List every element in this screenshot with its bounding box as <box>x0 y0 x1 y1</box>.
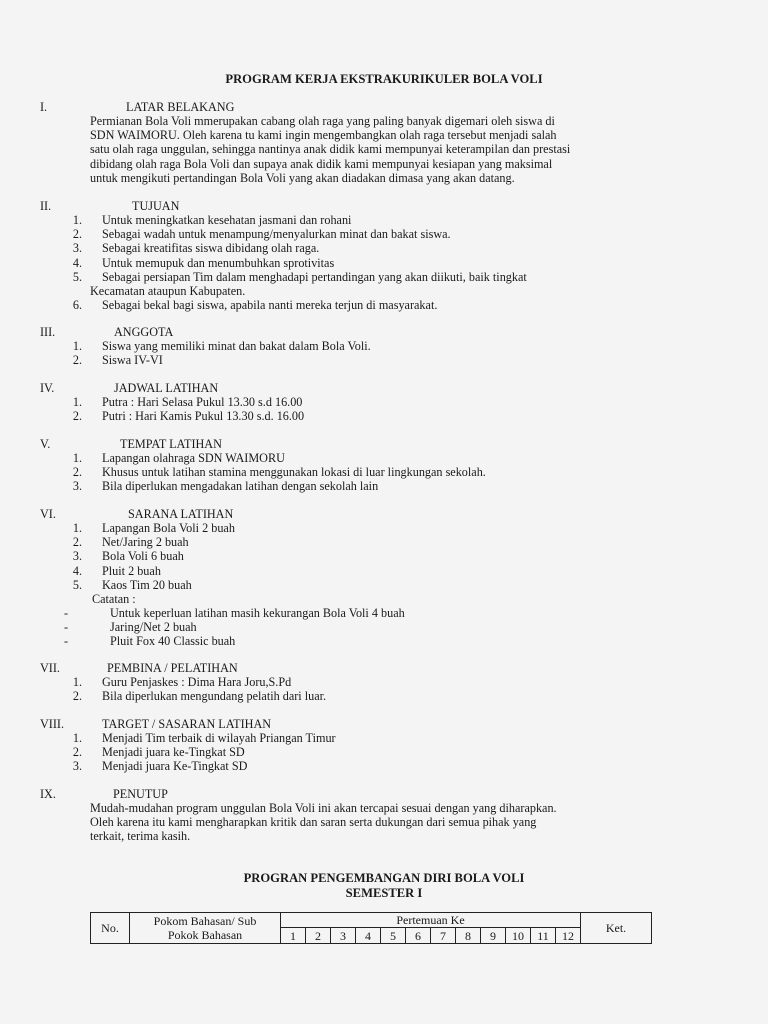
item-number: 3. <box>72 479 82 494</box>
program2-title: PROGRAN PENGEMBANGAN DIRI BOLA VOLI <box>243 871 525 885</box>
section-number: VI. <box>40 507 56 521</box>
tempat-latihan-list <box>40 451 690 494</box>
meeting-number: 2 <box>306 928 331 944</box>
item-text: Bila diperlukan mengundang pelatih dari luar. <box>102 689 327 704</box>
item-text: Pluit 2 buah <box>102 563 161 578</box>
item-number: 2. <box>72 465 82 480</box>
header-topic-line2: Pokok Bahasan <box>167 928 243 942</box>
item-text: Siswa IV-VI <box>102 353 163 368</box>
item-text: Sebagai wadah untuk menampung/menyalurkan minat dan bakat siswa. <box>102 227 451 242</box>
item-text: Bola Voli 6 buah <box>102 549 184 564</box>
item-number: 6. <box>72 298 82 313</box>
section-number: VIII. <box>40 717 65 731</box>
item-text: Putra : Hari Selasa Pukul 13.30 s.d 16.00 <box>102 395 303 409</box>
item-text: Untuk memupuk dan menumbuhkan sprotivitas <box>102 255 335 270</box>
item-text: Sebagai kreatifitas siswa dibidang olah raga. <box>102 241 320 256</box>
dash-marker: - <box>64 634 69 649</box>
item-text: Kaos Tim 20 buah <box>102 577 192 592</box>
list-item <box>40 564 690 578</box>
item-text: Kecamatan ataupun Kabupaten. <box>90 283 246 298</box>
jadwal-latihan-list <box>40 395 690 423</box>
item-text: Sebagai persiapan Tim dalam menghadapi pertandingan yang akan diikuti, baik tingkat <box>102 269 527 284</box>
meeting-number: 12 <box>556 928 581 944</box>
latar-belakang-paragraph <box>90 114 690 185</box>
list-item <box>40 339 690 353</box>
item-number: 1. <box>72 675 82 689</box>
meeting-number: 3 <box>331 928 356 944</box>
list-item <box>40 675 690 689</box>
paragraph-line: untuk mengikuti pertandingan Bola Voli yang akan diadakan dimasa yang akan datang. <box>90 170 515 185</box>
item-number: 3. <box>72 549 82 564</box>
item-text: Putri : Hari Kamis Pukul 13.30 s.d. 16.00 <box>102 409 305 424</box>
item-number: 1. <box>72 451 82 465</box>
meeting-number: 9 <box>481 928 506 944</box>
section-number: III. <box>40 325 56 339</box>
tujuan-list <box>40 213 690 312</box>
program2-subtitle: SEMESTER I <box>345 886 423 900</box>
item-number: 2. <box>72 409 82 424</box>
paragraph-line: terkait, terima kasih. <box>90 829 191 844</box>
meeting-number: 4 <box>356 928 381 944</box>
list-item <box>40 549 690 563</box>
item-number: 1. <box>72 395 82 409</box>
meeting-number: 10 <box>506 928 531 944</box>
meeting-number: 6 <box>406 928 431 944</box>
section-number: IX. <box>40 787 56 801</box>
header-topic-line1: Pokom Bahasan/ Sub <box>153 914 257 928</box>
section-number: V. <box>40 437 51 451</box>
note-item <box>40 620 690 634</box>
list-item <box>40 213 690 227</box>
section-number: IV. <box>40 381 55 395</box>
meeting-number: 11 <box>531 928 556 944</box>
list-item <box>40 731 690 745</box>
list-item <box>40 759 690 773</box>
header-no: No. <box>91 913 130 944</box>
section-number: VII. <box>40 661 60 675</box>
list-item <box>40 270 690 284</box>
sarana-latihan-list <box>40 521 690 592</box>
item-text: Menjadi Tim terbaik di wilayah Priangan Timur <box>102 731 336 745</box>
document-title: PROGRAM KERJA EKSTRAKURIKULER BOLA VOLI <box>225 72 543 86</box>
section-title: PEMBINA / PELATIHAN <box>107 661 238 675</box>
list-item <box>40 521 690 535</box>
header-meeting: Pertemuan Ke <box>281 913 581 928</box>
item-text: Pluit Fox 40 Classic buah <box>110 634 236 649</box>
paragraph-line: SDN WAIMORU. Oleh karena tu kami ingin mengembangkan olah raga tersebut menjadi salah <box>90 128 557 143</box>
schedule-table <box>90 912 652 944</box>
item-text: Bila diperlukan mengadakan latihan dengan sekolah lain <box>102 479 379 494</box>
list-item <box>40 479 690 493</box>
section-number: I. <box>40 100 48 114</box>
list-item <box>40 535 690 549</box>
list-item <box>40 395 690 409</box>
list-item <box>40 745 690 759</box>
item-text: Jaring/Net 2 buah <box>110 620 197 635</box>
paragraph-line: satu olah raga unggulan, sehingga nantinya anak didik kami mempunyai keterampilan dan prestasi <box>90 142 571 157</box>
item-text: Untuk keperluan latihan masih kekurangan Bola Voli 4 buah <box>110 606 405 620</box>
list-item <box>40 578 690 592</box>
paragraph-line: Permianan Bola Voli mmerupakan cabang olah raga yang paling banyak digemari oleh siswa di <box>90 114 555 128</box>
dash-marker: - <box>64 620 69 635</box>
catatan-label: Catatan : <box>92 592 136 606</box>
note-item <box>40 634 690 648</box>
meeting-number: 7 <box>431 928 456 944</box>
item-number: 1. <box>72 521 82 535</box>
item-text: Menjadi juara Ke-Tingkat SD <box>102 759 248 774</box>
dash-marker: - <box>64 606 69 620</box>
item-number: 3. <box>72 241 82 256</box>
item-text: Lapangan Bola Voli 2 buah <box>102 521 235 535</box>
section-title: TUJUAN <box>132 199 180 213</box>
list-item <box>40 241 690 255</box>
item-text: Untuk meningkatkan kesehatan jasmani dan rohani <box>102 213 352 227</box>
section-number: II. <box>40 199 52 213</box>
list-item <box>40 451 690 465</box>
list-item <box>40 353 690 367</box>
item-number: 1. <box>72 213 82 227</box>
penutup-paragraph <box>90 801 690 844</box>
list-item <box>40 256 690 270</box>
catatan-label-row <box>40 592 690 606</box>
section-title: JADWAL LATIHAN <box>114 381 219 395</box>
item-number: 3. <box>72 759 82 774</box>
section-title: ANGGOTA <box>114 325 174 339</box>
list-item <box>40 409 690 423</box>
item-text: Khusus untuk latihan stamina menggunakan lokasi di luar lingkungan sekolah. <box>102 465 486 480</box>
list-item <box>40 227 690 241</box>
item-number: 5. <box>72 577 82 592</box>
note-item <box>40 606 690 620</box>
catatan-list <box>40 606 690 649</box>
item-number: 2. <box>72 353 82 368</box>
paragraph-line: dibidang olah raga Bola Voli dan supaya anak didik kami mempunyai kesiapan yang maksimal <box>90 156 553 171</box>
meeting-number: 5 <box>381 928 406 944</box>
item-number: 2. <box>72 745 82 760</box>
list-item <box>40 465 690 479</box>
section-title: SARANA LATIHAN <box>128 507 234 521</box>
item-text: Lapangan olahraga SDN WAIMORU <box>102 451 285 465</box>
item-text: Net/Jaring 2 buah <box>102 535 189 550</box>
item-number: 1. <box>72 339 82 353</box>
meeting-number: 8 <box>456 928 481 944</box>
item-number: 2. <box>72 227 82 242</box>
section-title: PENUTUP <box>113 787 168 801</box>
item-number: 1. <box>72 731 82 745</box>
list-item <box>40 689 690 703</box>
list-item <box>40 284 690 298</box>
item-number: 2. <box>72 535 82 550</box>
item-text: Guru Penjaskes : Dima Hara Joru,S.Pd <box>102 675 292 689</box>
list-item <box>40 298 690 312</box>
anggota-list <box>40 339 690 367</box>
pembina-list <box>40 675 690 703</box>
item-number: 4. <box>72 255 82 270</box>
section-title: TEMPAT LATIHAN <box>120 437 222 451</box>
section-title: TARGET / SASARAN LATIHAN <box>102 717 272 731</box>
item-number: 5. <box>72 269 82 284</box>
item-text: Menjadi juara ke-Tingkat SD <box>102 745 245 760</box>
item-number: 4. <box>72 563 82 578</box>
header-topic <box>130 913 281 944</box>
item-text: Sebagai bekal bagi siswa, apabila nanti mereka terjun di masyarakat. <box>102 298 438 313</box>
paragraph-line: Oleh karena itu kami mengharapkan kritik dan saran serta dukungan dari semua pihak yang <box>90 815 537 830</box>
item-number: 2. <box>72 689 82 704</box>
header-ket: Ket. <box>581 913 652 944</box>
section-title: LATAR BELAKANG <box>126 100 235 114</box>
item-text: Siswa yang memiliki minat dan bakat dalam Bola Voli. <box>102 339 371 353</box>
table-header-row <box>91 913 652 928</box>
paragraph-line: Mudah-mudahan program unggulan Bola Voli ini akan tercapai sesuai dengan yang diharapkan. <box>90 801 557 815</box>
meeting-number: 1 <box>281 928 306 944</box>
target-list <box>40 731 690 774</box>
